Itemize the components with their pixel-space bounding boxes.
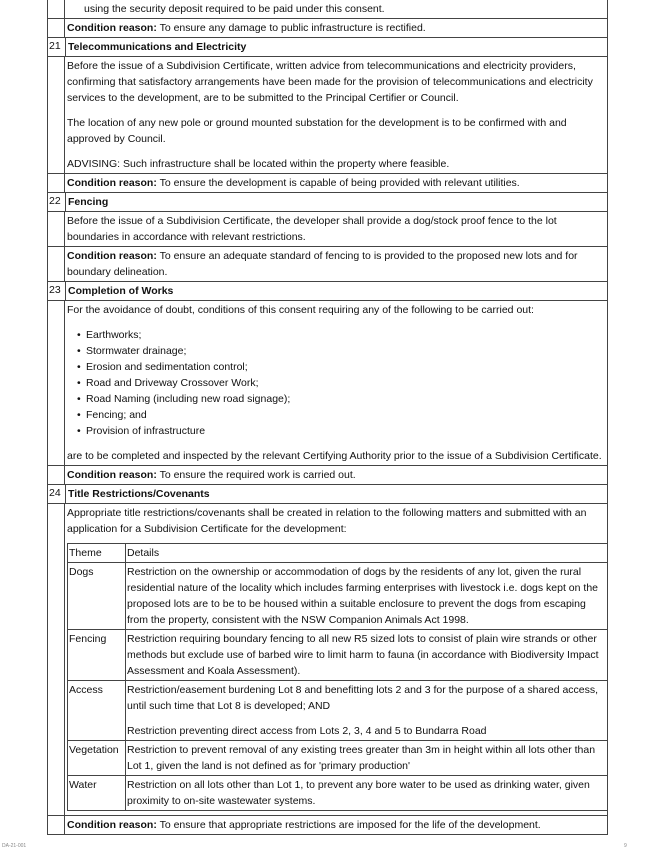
paragraph: For the avoidance of doubt, conditions of this consent requiring any of the following to be carried out:	[67, 304, 534, 316]
condition-number: 23	[48, 282, 66, 300]
reason-label: Condition reason:	[67, 177, 157, 189]
list-item: • Fencing; and	[77, 407, 604, 423]
details-cell	[126, 681, 608, 741]
table-row	[68, 776, 608, 811]
theme-cell: Vegetation	[68, 741, 126, 776]
condition-22-reason	[65, 247, 607, 281]
list-item: • Erosion and sedimentation control;	[77, 359, 604, 375]
works-list	[67, 327, 604, 439]
condition-23-body-row	[48, 300, 607, 465]
reason-label: Condition reason:	[67, 819, 157, 831]
condition-21-reason-row	[48, 173, 607, 192]
paragraph: Before the issue of a Subdivision Certificate, the developer shall provide a dog/stock proof fence to the lot boundaries in accordance with relevant restrictions.	[67, 215, 557, 243]
reason-text: To ensure an adequate standard of fencing to is provided to the proposed new lots and for boundary delineation.	[67, 250, 578, 278]
reason-label: Condition reason:	[67, 250, 157, 262]
conditions-document	[47, 0, 608, 835]
condition-title: Fencing	[68, 196, 109, 208]
condition-23-reason-row	[48, 465, 607, 484]
column-header: Theme	[68, 544, 126, 563]
condition-number: 24	[48, 485, 66, 503]
condition-23-reason	[65, 466, 607, 484]
list-item: • Stormwater drainage;	[77, 343, 604, 359]
theme-cell: Dogs	[68, 563, 126, 630]
list-item: • Road Naming (including new road signage);	[77, 391, 604, 407]
reason-label: Condition reason:	[67, 22, 157, 34]
condition-24-reason	[65, 816, 607, 834]
condition-21-body-row	[48, 56, 607, 173]
restrictions-table	[67, 543, 608, 811]
page-number: 9	[624, 843, 627, 849]
reason-text: To ensure any damage to public infrastructure is rectified.	[159, 22, 426, 34]
reason-text: To ensure the development is capable of being provided with relevant utilities.	[159, 177, 520, 189]
condition-title: Title Restrictions/Covenants	[68, 488, 210, 500]
details-text: Restriction/easement burdening Lot 8 and benefitting lots 2 and 3 for the purpose of a shared access, until such time that Lot 8 is developed; AND	[127, 684, 599, 712]
condition-24-body-row	[48, 503, 607, 815]
list-item: • Road and Driveway Crossover Work;	[77, 375, 604, 391]
list-item: • Earthworks;	[77, 327, 604, 343]
condition-number: 21	[48, 38, 66, 56]
details-text: Restriction preventing direct access from Lots 2, 3, 4 and 5 to Bundarra Road	[127, 725, 487, 737]
condition-20-continued	[48, 0, 607, 18]
condition-21-reason	[65, 174, 607, 192]
advising-note: ADVISING: Such infrastructure shall be located within the property where feasible.	[67, 158, 450, 170]
column-header: Details	[126, 544, 608, 563]
reason-text: To ensure that appropriate restrictions are imposed for the life of the development.	[159, 819, 541, 831]
reason-label: Condition reason:	[67, 469, 157, 481]
table-row	[68, 563, 608, 630]
condition-22-body	[65, 212, 607, 246]
condition-22-reason-row	[48, 246, 607, 281]
condition-22-body-row	[48, 211, 607, 246]
condition-21-body	[65, 57, 607, 173]
table-row	[68, 630, 608, 681]
condition-24-reason-row	[48, 815, 607, 834]
intro-line: using the security deposit required to be paid under this consent.	[84, 3, 385, 15]
details-cell: Restriction on all lots other than Lot 1, to prevent any bore water to be used as drinking water, given proximity to on-site wastewater systems.	[126, 776, 608, 811]
condition-24-heading-row	[48, 484, 607, 503]
theme-cell: Access	[68, 681, 126, 741]
condition-23-heading-row	[48, 281, 607, 300]
condition-23-body	[65, 301, 607, 465]
theme-cell: Fencing	[68, 630, 126, 681]
condition-number: 22	[48, 193, 66, 211]
condition-24-body	[65, 504, 611, 815]
table-header-row	[68, 544, 608, 563]
paragraph: Appropriate title restrictions/covenants shall be created in relation to the following matters and submitted with an application for a Subdivision Certificate for the development:	[67, 507, 587, 535]
condition-21-heading-row	[48, 37, 607, 56]
condition-20-reason-row	[48, 18, 607, 37]
paragraph: The location of any new pole or ground mounted substation for the development is to be confirmed with and approved by Council.	[67, 117, 567, 145]
conditions-table	[47, 0, 608, 835]
list-item: • Provision of infrastructure	[77, 423, 604, 439]
details-cell: Restriction requiring boundary fencing to all new R5 sized lots to consist of plain wire strands or other methods but exclude use of barbed wire to limit harm to fauna (in accordance with Biodiversity Impact Assessment and Koala Assessment).	[126, 630, 608, 681]
table-row	[68, 681, 608, 741]
theme-cell: Water	[68, 776, 126, 811]
reason-text: To ensure the required work is carried out.	[159, 469, 356, 481]
paragraph: are to be completed and inspected by the relevant Certifying Authority prior to the issue of a Subdivision Certificate.	[67, 450, 602, 462]
details-cell: Restriction to prevent removal of any existing trees greater than 3m in height within all lots other than Lot 1, given the land is not defined as for 'primary production'	[126, 741, 608, 776]
condition-22-heading-row	[48, 192, 607, 211]
paragraph: Before the issue of a Subdivision Certificate, written advice from telecommunications and electricity providers, confirming that satisfactory arrangements have been made for the provision of telecommunications and electricity services to the development, are to be submitted to the Principal Certifier or Council.	[67, 60, 593, 104]
condition-title: Telecommunications and Electricity	[68, 41, 247, 53]
condition-title: Completion of Works	[68, 285, 174, 297]
condition-20-reason	[65, 19, 607, 37]
table-row	[68, 741, 608, 776]
footer-reference: DA-21-001	[2, 843, 27, 849]
details-cell: Restriction on the ownership or accommodation of dogs by the residents of any lot, given the rural residential nature of the locality which includes farming enterprises with livestock i.e. dogs kept on the proposed lots are to be to be housed within a suitable enclosure to prevent the dogs from escaping from the property, consistent with the NSW Companion Animals Act 1998.	[126, 563, 608, 630]
